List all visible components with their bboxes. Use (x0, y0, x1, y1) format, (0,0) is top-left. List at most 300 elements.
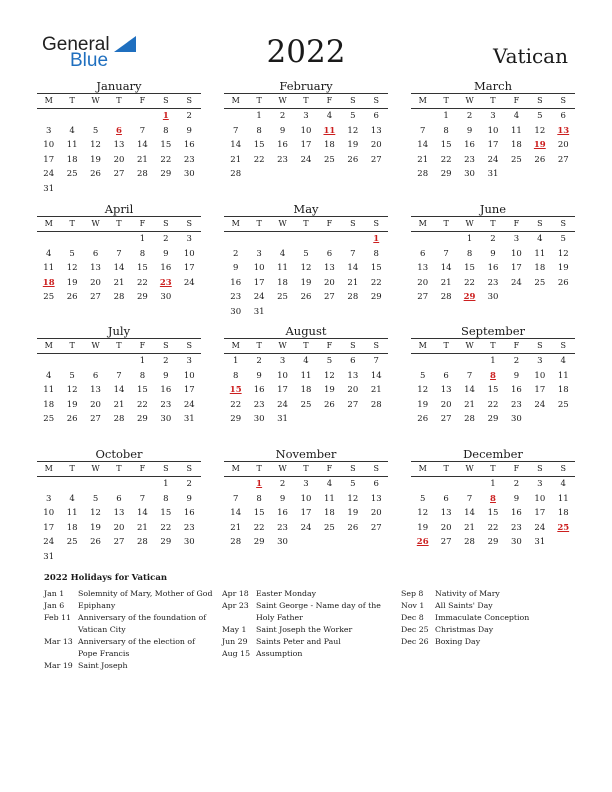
holiday-entry (401, 600, 573, 612)
country-name: Vatican (493, 44, 568, 68)
day: 19 (90, 154, 101, 165)
weekday-label: T (256, 464, 262, 473)
day: 31 (183, 414, 195, 424)
weekday-label: T (443, 96, 449, 105)
day: 7 (466, 370, 473, 381)
day: 28 (464, 414, 475, 424)
weekday-label: M (44, 464, 53, 473)
month-name: March (474, 79, 512, 93)
day: 31 (43, 551, 55, 562)
holiday-entry (222, 600, 394, 624)
weekday-label: S (350, 96, 356, 105)
day: 17 (43, 154, 55, 165)
month-name: August (285, 324, 327, 338)
week-row (37, 477, 201, 492)
day: 2 (513, 356, 520, 366)
empty-day (318, 412, 341, 427)
day: 2 (186, 111, 192, 121)
week-row (411, 412, 575, 427)
day: 22 (464, 277, 475, 288)
empty-day (37, 354, 60, 369)
empty-day (84, 477, 107, 492)
day: 4 (513, 111, 520, 121)
holiday-name: Anniversary of the election of Pope Francis (78, 637, 195, 658)
day: 6 (373, 479, 379, 489)
day: 12 (347, 493, 359, 504)
day: 5 (420, 370, 426, 381)
calendar-year: 2022 (266, 34, 346, 70)
empty-day (178, 550, 201, 565)
day: 19 (417, 522, 429, 533)
holiday-date: May 1 (222, 625, 247, 634)
weekday-label: S (373, 464, 379, 473)
holiday-day: 6 (116, 125, 122, 136)
empty-day (434, 354, 457, 369)
holiday-entry (401, 636, 573, 648)
holiday-name: All Saints' Day (435, 601, 493, 610)
day: 17 (300, 140, 312, 150)
day: 28 (230, 537, 242, 547)
day: 31 (487, 169, 499, 179)
day: 23 (510, 399, 522, 410)
day: 12 (300, 263, 312, 273)
day: 14 (370, 370, 382, 381)
day: 31 (277, 414, 288, 424)
day: 22 (253, 522, 265, 533)
day: 5 (326, 356, 333, 366)
day: 17 (183, 263, 195, 273)
weekday-label: W (91, 219, 100, 228)
day: 20 (90, 399, 101, 410)
day: 27 (370, 154, 382, 165)
day: 11 (43, 263, 55, 273)
week-row (37, 550, 201, 565)
week-row (37, 182, 201, 197)
weekday-label: T (69, 96, 75, 105)
week-row (411, 535, 575, 550)
day: 14 (347, 263, 359, 273)
weekday-label: S (186, 96, 192, 105)
day: 11 (43, 385, 55, 395)
day: 3 (186, 234, 192, 244)
day: 1 (443, 111, 449, 121)
day: 11 (66, 508, 78, 518)
day: 12 (90, 140, 101, 150)
weekday-label: T (443, 464, 449, 473)
day: 10 (300, 125, 312, 136)
day: 28 (230, 169, 242, 179)
day: 9 (279, 125, 286, 136)
holiday-name: Easter Monday (256, 589, 317, 598)
holiday-date: Jun 29 (222, 637, 248, 646)
holiday-name: Christmas Day (435, 625, 494, 634)
empty-day (224, 477, 247, 492)
day: 11 (323, 493, 335, 504)
empty-day (458, 477, 481, 492)
day: 30 (464, 169, 475, 179)
day: 28 (370, 399, 382, 410)
day: 12 (66, 263, 78, 273)
day: 30 (487, 292, 499, 302)
weekday-header (37, 217, 201, 232)
empty-day (271, 232, 294, 247)
day: 14 (464, 508, 475, 518)
day: 8 (163, 125, 169, 136)
day: 5 (69, 248, 75, 259)
day: 15 (464, 263, 475, 273)
day: 9 (163, 248, 169, 259)
weekday-label: T (490, 341, 496, 350)
day: 2 (490, 234, 496, 244)
holiday-entry (44, 612, 216, 636)
month-name: September (460, 324, 526, 338)
weekday-header (224, 217, 388, 232)
holiday-column-2 (222, 588, 394, 660)
day: 18 (323, 508, 335, 518)
day: 1 (139, 356, 146, 366)
day: 9 (466, 125, 473, 136)
day: 7 (139, 493, 146, 504)
day: 18 (66, 522, 78, 533)
holiday-entry (401, 612, 573, 624)
weekday-label: S (373, 219, 379, 228)
day: 1 (466, 234, 473, 244)
day: 4 (46, 370, 52, 381)
day: 10 (253, 263, 265, 273)
day: 6 (420, 248, 426, 259)
day: 16 (253, 385, 265, 395)
empty-day (37, 109, 60, 124)
holiday-name: Saint Joseph the Worker (256, 625, 353, 634)
day: 12 (90, 508, 101, 518)
day: 1 (233, 356, 239, 366)
day: 3 (303, 111, 309, 121)
day: 22 (487, 522, 499, 533)
day: 16 (510, 508, 522, 518)
day: 9 (490, 248, 496, 259)
day: 23 (230, 292, 242, 302)
week-row (224, 124, 388, 139)
day: 4 (560, 479, 566, 489)
weekday-label: M (231, 219, 240, 228)
day: 15 (253, 140, 265, 150)
weekday-label: T (443, 219, 449, 228)
week-row (37, 153, 201, 168)
day: 16 (160, 385, 172, 395)
day: 29 (136, 414, 148, 424)
day: 12 (323, 370, 335, 381)
weekday-label: S (163, 96, 169, 105)
day: 23 (277, 522, 288, 533)
day: 20 (90, 277, 101, 288)
day: 24 (534, 522, 546, 533)
weekday-label: M (418, 464, 427, 473)
weekday-header (224, 462, 388, 477)
day: 15 (160, 140, 172, 150)
week-row (411, 138, 575, 153)
day: 13 (370, 493, 382, 504)
empty-day (294, 535, 317, 550)
holiday-date: Mar 19 (44, 661, 73, 670)
weekday-label: T (69, 219, 75, 228)
week-row (37, 247, 201, 262)
holiday-day: 19 (533, 140, 546, 150)
day: 4 (326, 111, 333, 121)
day: 4 (279, 248, 286, 259)
day: 25 (510, 154, 522, 165)
day: 17 (534, 385, 546, 395)
day: 8 (256, 493, 262, 504)
day: 18 (323, 140, 335, 150)
day: 2 (279, 479, 286, 489)
day: 30 (510, 537, 522, 547)
day: 7 (116, 370, 122, 381)
day: 23 (277, 154, 288, 165)
day: 28 (136, 537, 148, 547)
week-row (224, 276, 388, 291)
day: 20 (417, 277, 429, 288)
month-name: December (463, 447, 523, 461)
day: 12 (557, 248, 569, 259)
empty-day (60, 550, 83, 565)
empty-day (365, 167, 388, 182)
day: 15 (487, 508, 499, 518)
holiday-day: 13 (557, 125, 570, 136)
day: 26 (557, 277, 569, 288)
day: 24 (277, 399, 288, 410)
month-grid (37, 216, 201, 305)
holiday-day: 23 (159, 277, 172, 288)
day: 14 (113, 385, 125, 395)
day: 14 (136, 508, 148, 518)
month-name: February (279, 79, 333, 93)
weekday-label: S (537, 341, 543, 350)
holiday-date: Sep 8 (401, 589, 424, 598)
month-grid (224, 338, 388, 427)
holiday-name: Assumption (256, 649, 303, 658)
weekday-label: S (537, 464, 543, 473)
day: 24 (43, 537, 55, 547)
month-grid (37, 93, 201, 196)
day: 18 (557, 508, 569, 518)
day: 25 (557, 399, 569, 410)
day: 20 (370, 140, 382, 150)
day: 10 (300, 493, 312, 504)
empty-day (528, 167, 551, 182)
day: 8 (466, 248, 473, 259)
holiday-date: Dec 8 (401, 613, 424, 622)
week-row (411, 369, 575, 384)
day: 3 (513, 234, 520, 244)
holiday-day: 8 (490, 493, 496, 504)
weekday-label: F (513, 341, 520, 350)
day: 5 (350, 479, 356, 489)
holiday-date: Jan 1 (44, 589, 65, 598)
day: 9 (186, 493, 192, 504)
day: 13 (113, 508, 125, 518)
month-grid (411, 338, 575, 427)
day: 26 (90, 537, 101, 547)
week-row (37, 109, 201, 124)
day: 13 (370, 125, 382, 136)
weekday-label: F (139, 341, 146, 350)
day: 18 (43, 399, 55, 410)
day: 2 (466, 111, 473, 121)
day: 31 (43, 183, 55, 194)
day: 12 (417, 385, 429, 395)
month-name: January (96, 79, 142, 93)
weekday-label: S (350, 219, 356, 228)
empty-day (552, 535, 575, 550)
empty-day (552, 412, 575, 427)
day: 25 (300, 399, 312, 410)
week-row (37, 383, 201, 398)
day: 7 (420, 125, 426, 136)
weekday-label: S (560, 219, 566, 228)
weekday-header (224, 94, 388, 109)
week-row (37, 138, 201, 153)
day: 19 (347, 140, 359, 150)
month-grid (37, 338, 201, 427)
day: 10 (534, 370, 546, 381)
month-name: May (293, 202, 319, 216)
day: 20 (323, 277, 335, 288)
week-row (224, 290, 388, 305)
day: 6 (326, 248, 333, 259)
weekday-label: T (116, 464, 122, 473)
day: 16 (510, 385, 522, 395)
month-name: April (104, 202, 134, 216)
weekday-label: W (278, 341, 287, 350)
day: 7 (350, 248, 356, 259)
weekday-label: T (443, 341, 449, 350)
weekday-header (411, 217, 575, 232)
day: 15 (136, 385, 148, 395)
holiday-date: Dec 25 (401, 625, 429, 634)
empty-day (107, 232, 130, 247)
day: 4 (303, 356, 309, 366)
empty-day (411, 109, 434, 124)
weekday-label: F (139, 464, 146, 473)
day: 1 (163, 479, 169, 489)
month-grid (224, 216, 388, 319)
day: 12 (534, 125, 546, 136)
day: 2 (279, 111, 286, 121)
day: 23 (183, 522, 195, 533)
day: 4 (560, 356, 566, 366)
weekday-label: W (465, 96, 474, 105)
day: 17 (183, 385, 195, 395)
holiday-day: 8 (490, 370, 496, 381)
day: 20 (113, 522, 125, 533)
month-grid (224, 461, 388, 550)
day: 24 (510, 277, 522, 288)
month-name: October (95, 447, 143, 461)
week-row (37, 232, 201, 247)
week-row (411, 354, 575, 369)
weekday-header (37, 339, 201, 354)
holiday-entry (401, 624, 573, 636)
empty-day (365, 305, 388, 320)
day: 13 (90, 263, 101, 273)
day: 6 (92, 248, 99, 259)
week-row (37, 521, 201, 536)
day: 16 (277, 508, 288, 518)
day: 3 (46, 125, 52, 136)
day: 24 (300, 522, 312, 533)
holiday-day: 15 (229, 385, 242, 395)
day: 24 (253, 292, 265, 302)
holiday-entry (222, 588, 394, 600)
day: 28 (417, 169, 429, 179)
day: 2 (163, 234, 169, 244)
day: 29 (230, 414, 242, 424)
day: 17 (300, 508, 312, 518)
day: 21 (417, 154, 429, 165)
day: 25 (43, 292, 55, 302)
day: 17 (487, 140, 499, 150)
day: 8 (139, 248, 146, 259)
holiday-name: Epiphany (78, 601, 116, 610)
day: 21 (347, 277, 359, 288)
day: 5 (537, 111, 543, 121)
month-grid (411, 461, 575, 550)
day: 9 (513, 370, 520, 381)
day: 26 (347, 522, 359, 533)
day: 9 (186, 125, 192, 136)
holiday-date: Jan 6 (44, 601, 65, 610)
weekday-label: T (303, 219, 309, 228)
day: 7 (233, 493, 239, 504)
day: 16 (160, 263, 172, 273)
week-row (37, 398, 201, 413)
weekday-header (224, 339, 388, 354)
day: 27 (557, 154, 569, 165)
weekday-label: T (69, 341, 75, 350)
week-row (224, 354, 388, 369)
day: 3 (256, 248, 262, 259)
week-row (411, 290, 575, 305)
day: 26 (347, 154, 359, 165)
day: 29 (487, 537, 499, 547)
day: 28 (347, 292, 359, 302)
week-row (37, 506, 201, 521)
month-june (411, 202, 575, 305)
day: 4 (69, 493, 75, 504)
week-row (37, 124, 201, 139)
day: 4 (326, 479, 333, 489)
empty-day (247, 232, 270, 247)
holiday-day: 18 (42, 277, 55, 288)
day: 25 (43, 414, 55, 424)
day: 27 (440, 537, 452, 547)
day: 24 (183, 277, 195, 288)
empty-day (271, 305, 294, 320)
holiday-entry (222, 636, 394, 648)
day: 9 (233, 263, 239, 273)
day: 24 (43, 169, 55, 179)
empty-day (365, 535, 388, 550)
day: 13 (323, 263, 335, 273)
day: 14 (464, 385, 475, 395)
week-row (224, 138, 388, 153)
week-row (37, 369, 201, 384)
brand-logo-top-text: General (42, 34, 110, 55)
day: 18 (534, 263, 546, 273)
weekday-label: M (231, 464, 240, 473)
weekday-header (37, 94, 201, 109)
day: 25 (277, 292, 288, 302)
